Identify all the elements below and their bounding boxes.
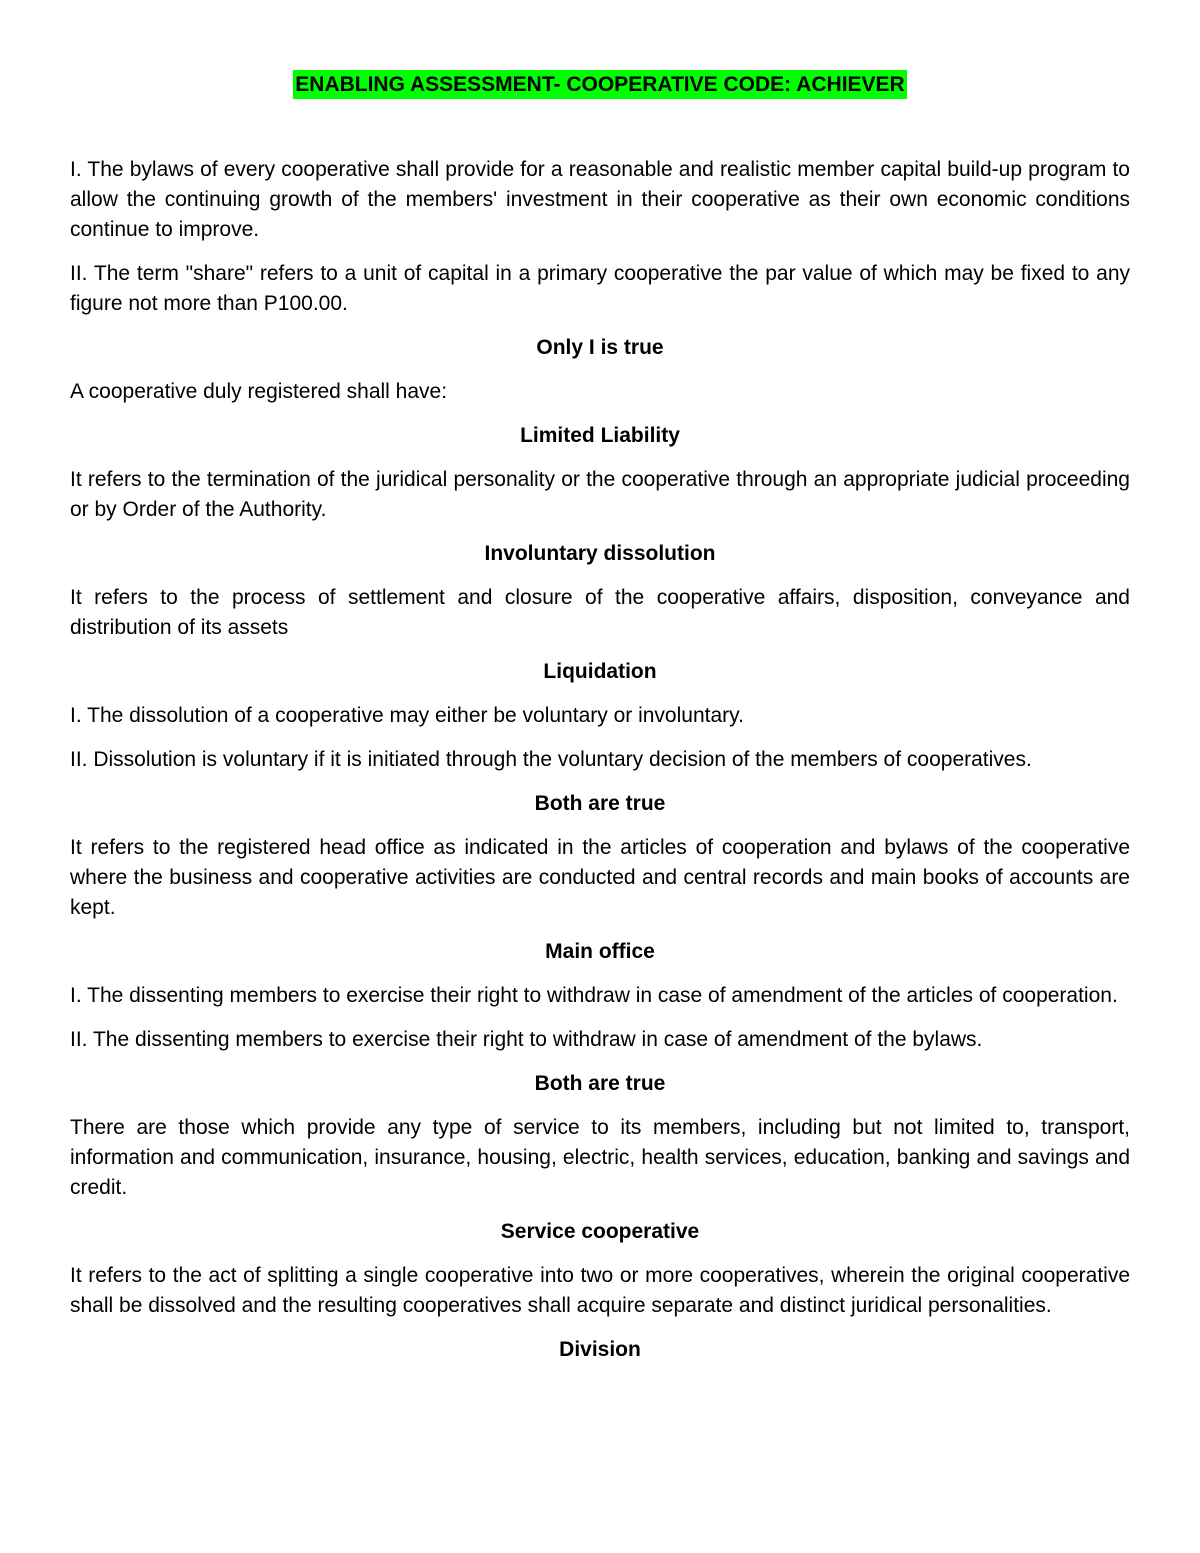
question-statement-1: I. The dissenting members to exercise their right to withdraw in case of amendment of the articles of cooperation. — [70, 984, 1118, 1007]
document-title: ENABLING ASSESSMENT- COOPERATIVE CODE: ACHIEVER — [293, 70, 906, 99]
question-text: There are those which provide any type of service to its members, including but not limited to, transport, information and communication, insurance, housing, electric, health services, education, banking and savings and credit. — [70, 1116, 1130, 1199]
question-text: It refers to the termination of the juridical personality or the cooperative through an appropriate judicial proceeding or by Order of the Authority. — [70, 468, 1130, 521]
answer-text: Main office — [545, 940, 655, 963]
answer-text: Limited Liability — [520, 424, 680, 447]
question-statement-1: I. The bylaws of every cooperative shall provide for a reasonable and realistic member capital build-up program to allow the continuing growth of the members' investment in their cooperative as their own economic conditions continue to improve. — [70, 158, 1130, 241]
question-statement-2: II. The term "share" refers to a unit of capital in a primary cooperative the par value of which may be fixed to any figure not more than P100.00. — [70, 262, 1130, 315]
answer-text: Involuntary dissolution — [484, 542, 716, 565]
question-text: It refers to the registered head office as indicated in the articles of cooperation and bylaws of the cooperative where the business and cooperative activities are conducted and central records and main books of accounts are kept. — [70, 836, 1130, 919]
title-container — [70, 70, 1130, 99]
answer-text: Division — [559, 1338, 641, 1361]
answer-text: Service cooperative — [500, 1220, 700, 1243]
question-statement-1: I. The dissolution of a cooperative may either be voluntary or involuntary. — [70, 704, 744, 727]
question-text: It refers to the process of settlement and closure of the cooperative affairs, disposition, conveyance and distribution of its assets — [70, 586, 1130, 639]
question-text: It refers to the act of splitting a single cooperative into two or more cooperatives, wherein the original cooperative shall be dissolved and the resulting cooperatives shall acquire separate and distinct juridical personalities. — [70, 1264, 1130, 1317]
document-page — [70, 70, 1130, 1379]
answer-text: Both are true — [534, 1072, 666, 1095]
answer-text: Liquidation — [543, 660, 657, 683]
question-statement-2: II. The dissenting members to exercise their right to withdraw in case of amendment of the bylaws. — [70, 1028, 983, 1051]
question-text: A cooperative duly registered shall have: — [70, 380, 448, 403]
answer-text: Only I is true — [536, 336, 664, 359]
question-statement-2: II. Dissolution is voluntary if it is initiated through the voluntary decision of the members of cooperatives. — [70, 748, 1032, 771]
answer-text: Both are true — [534, 792, 666, 815]
